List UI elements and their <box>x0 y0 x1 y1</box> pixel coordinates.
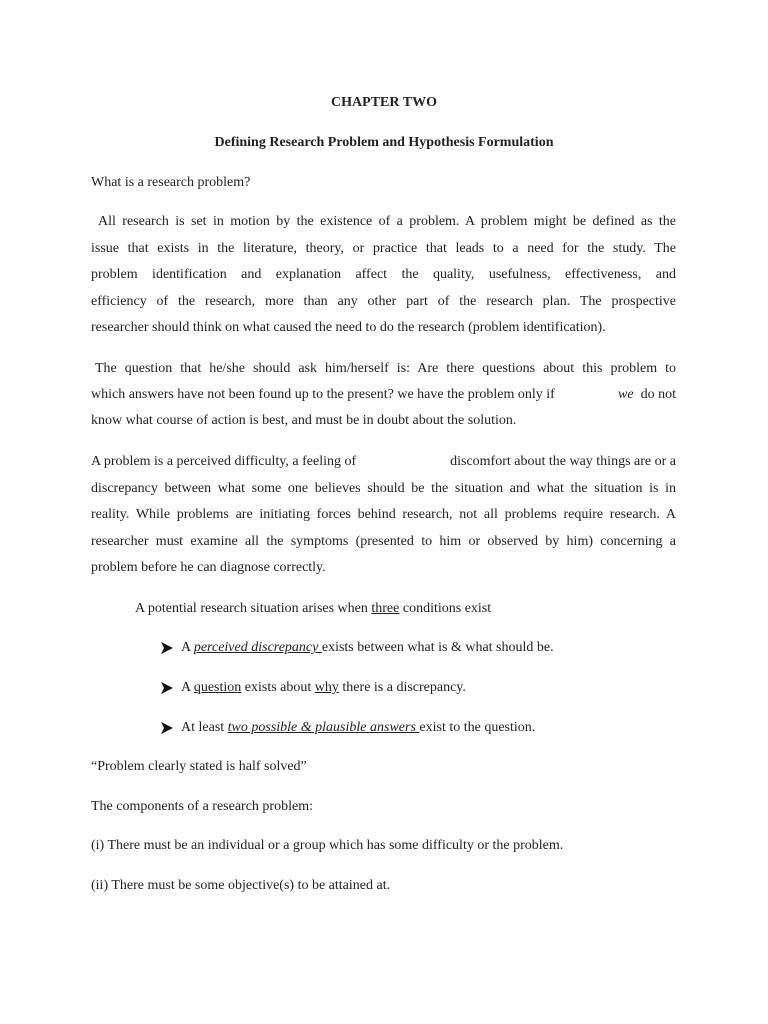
arrow-bullet-icon <box>160 681 174 695</box>
para2-line: know what course of action is best, and must be in doubt about the solution. <box>91 413 517 428</box>
para1-line: All research is set in motion by the existence of a problem. A problem might be defined as the <box>98 214 676 229</box>
bullet-item: A question exists about why there is a discrepancy. <box>181 680 466 695</box>
section-title: Defining Research Problem and Hypothesis Formulation <box>214 135 554 150</box>
para3-line: researcher must examine all the symptoms (presented to him or observed by him) concerning a <box>91 534 676 549</box>
component-item: (ii) There must be some objective(s) to be attained at. <box>91 878 391 893</box>
para2-line: The question that he/she should ask him/herself is: Are there questions about this problem to <box>95 361 676 376</box>
para3-line: problem before he can diagnose correctly. <box>91 560 326 575</box>
para1-line: problem identification and explanation affect the quality, usefulness, effectiveness, and <box>91 267 676 282</box>
arrow-bullet-icon <box>160 721 174 735</box>
component-item: (i) There must be an individual or a group which has some difficulty or the problem. <box>91 838 564 853</box>
para3-line: reality. While problems are initiating forces behind research, not all problems require research. A <box>91 507 676 522</box>
situation-line: A potential research situation arises when three conditions exist <box>135 601 492 616</box>
para1-line: researcher should think on what caused the need to do the research (problem identification). <box>91 320 606 335</box>
bullet-item: A perceived discrepancy exists between what is & what should be. <box>181 640 554 655</box>
chapter-title: CHAPTER TWO <box>331 95 437 110</box>
quote: “Problem clearly stated is half solved” <box>91 759 307 774</box>
para2-line: which answers have not been found up to the present? we have the problem only if we do not <box>91 387 676 402</box>
para3-line: discrepancy between what some one believes should be the situation and what the situation is in <box>91 481 676 496</box>
document-page: CHAPTER TWO Defining Research Problem and Hypothesis Formulation What is a research problem? All research is set in motion by the existence of a problem. A problem might be defined as the issue that exists in the literature, theory, or practice that leads to a need for the study. The problem identification and explanation affect the quality, usefulness, effectiveness, and efficiency of the research, more than any other part of the research plan. The prospective researcher should think on what caused the need to do the research (problem identification). The question that he/she should ask him/herself is: Are there questions about this problem to which answers have not been found up to the present? we have the problem only if we do not know what course of action is best, and must be in doubt about the solution. A problem is a perceived difficulty, a feeling of discomfort about the way things are or a discrepancy between what some one believes should be the situation and what the situation is in reality. While problems are initiating forces behind research, not all problems require research. A researcher must examine all the symptoms (presented to him or observed by him) concerning a problem before he can diagnose correctly. A potential research situation arises when three conditions exist A perceived discrepancy exists between what is & what should be. A question exists about why there is a discrepancy. At least two possible & plausible answers exist to the question. “Problem clearly stated is half solved” The components of a research problem: (i) There must be an individual or a group which has some difficulty or the problem. (ii) There must be some objective(s) to be attained at. <box>0 0 768 1024</box>
question-heading: What is a research problem? <box>91 175 251 190</box>
components-heading: The components of a research problem: <box>91 799 313 814</box>
bullet-item: At least two possible & plausible answers exist to the question. <box>181 720 536 735</box>
arrow-bullet-icon <box>160 641 174 655</box>
para1-line: issue that exists in the literature, theory, or practice that leads to a need for the study. The <box>91 241 676 256</box>
para1-line: efficiency of the research, more than any other part of the research plan. The prospective <box>91 294 676 309</box>
